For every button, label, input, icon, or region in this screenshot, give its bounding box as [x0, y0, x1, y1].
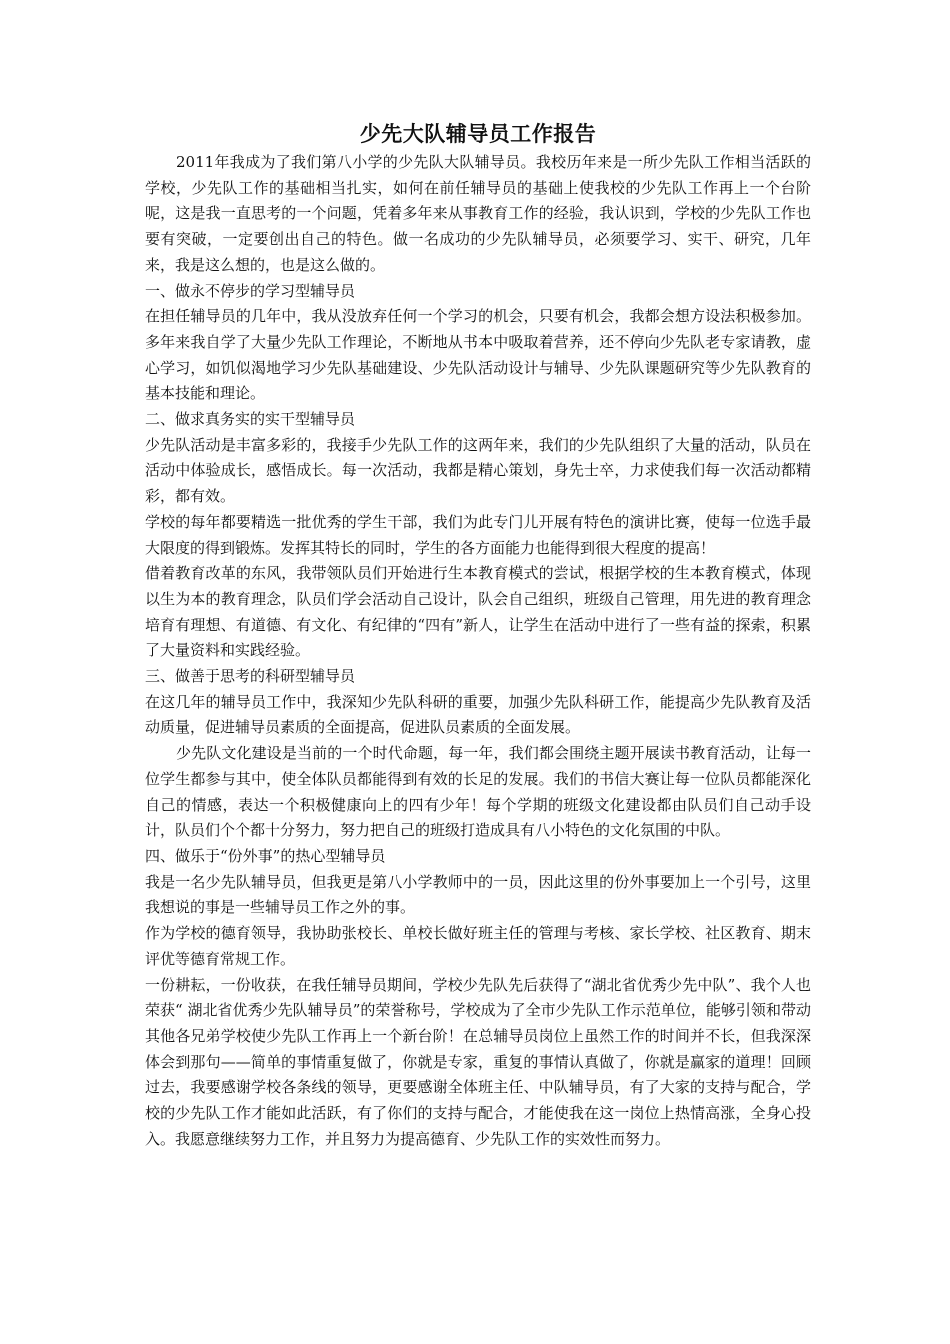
paragraph: 少先队文化建设是当前的一个时代命题，每一年，我们都会围绕主题开展读书教育活动，让每一位学生都参与其中，使全体队员都能得到有效的长足的发展。我们的书信大赛让每一位队员都能深化自己的情感，表达一个积极健康向上的四有少年！每个学期的班级文化建设都由队员们自己动手设计，队员们个个都十分努力，努力把自己的班级打造成具有八小特色的文化氛围的中队。	[145, 744, 811, 840]
paragraph: 作为学校的德育领导，我协助张校长、单校长做好班主任的管理与考核、家长学校、社区教育、期末评优等德育常规工作。	[145, 924, 811, 968]
paragraph: 借着教育改革的东风，我带领队员们开始进行生本教育模式的尝试，根据学校的生本教育模式，体现以生为本的教育理念，队员们学会活动自己设计，队会自己组织，班级自己管理，用先进的教育理念培育有理想、有道德、有文化、有纪律的“四有”新人，让学生在活动中进行了一些有益的探索，积累了大量资料和实践经验。	[145, 564, 811, 660]
paragraph: 少先队活动是丰富多彩的，我接手少先队工作的这两年来，我们的少先队组织了大量的活动，队员在活动中体验成长，感悟成长。每一次活动，我都是精心策划，身先士卒，力求使我们每一次活动都精彩，都有效。	[145, 435, 811, 506]
paragraph: 学校的每年都要精选一批优秀的学生干部，我们为此专门儿开展有特色的演讲比赛，使每一位选手最大限度的得到锻炼。发挥其特长的同时，学生的各方面能力也能得到很大程度的提高！	[145, 512, 811, 557]
paragraph: 在这几年的辅导员工作中，我深知少先队科研的重要，加强少先队科研工作，能提高少先队教育及活动质量，促进辅导员素质的全面提高，促进队员素质的全面发展。	[145, 692, 811, 737]
section-heading-1: 一、做永不停步的学习型辅导员	[145, 281, 356, 300]
paragraph: 我是一名少先队辅导员，但我更是第八小学教师中的一员，因此这里的份外事要加上一个引号，这里我想说的事是一些辅导员工作之外的事。	[145, 872, 811, 917]
section-heading-2: 二、做求真务实的实干型辅导员	[145, 410, 356, 429]
section-heading-3: 三、做善于思考的科研型辅导员	[145, 667, 356, 686]
section-heading-4: 四、做乐于“份外事”的热心型辅导员	[145, 846, 386, 865]
paragraph: 在担任辅导员的几年中，我从没放弃任何一个学习的机会，只要有机会，我都会想方设法积极参加。多年来我自学了大量少先队工作理论，不断地从书本中吸取着营养，还不停向少先队老专家请教，虚心学习，如饥似渴地学习少先队基础建设、少先队活动设计与辅导、少先队课题研究等少先队教育的基本技能和理论。	[145, 307, 811, 403]
paragraph-conclusion: 一份耕耘，一份收获，在我任辅导员期间，学校少先队先后获得了“湖北省优秀少先中队”、我个人也荣获“ 湖北省优秀少先队辅导员”的荣誉称号，学校成为了全市少先队工作示范单位，能够引领和带动其他各兄弟学校使少先队工作再上一个新台阶！在总辅导员岗位上虽然工作的时间并不长，但我深深体会到那句——简单的事情重复做了，你就是专家，重复的事情认真做了，你就是赢家的道理！回顾过去，我要感谢学校各条线的领导，更要感谢全体班主任、中队辅导员，有了大家的支持与配合，学校的少先队工作才能如此活跃，有了你们的支持与配合，才能使我在这一岗位上热情高涨，全身心投入。我愿意继续努力工作，并且努力为提高德育、少先队工作的实效性而努力。	[145, 975, 811, 1148]
document-title: 少先大队辅导员工作报告	[359, 122, 597, 146]
document-body	[145, 150, 811, 1152]
paragraph-intro: 2011年我成为了我们第八小学的少先队大队辅导员。我校历年来是一所少先队工作相当活跃的学校，少先队工作的基础相当扎实，如何在前任辅导员的基础上使我校的少先队工作再上一个台阶呢，这是我一直思考的一个问题，凭着多年来从事教育工作的经验，我认识到，学校的少先队工作也要有突破，一定要创出自己的特色。做一名成功的少先队辅导员，必须要学习、实干、研究，几年来，我是这么想的，也是这么做的。	[145, 153, 811, 274]
document-page	[145, 118, 811, 1152]
